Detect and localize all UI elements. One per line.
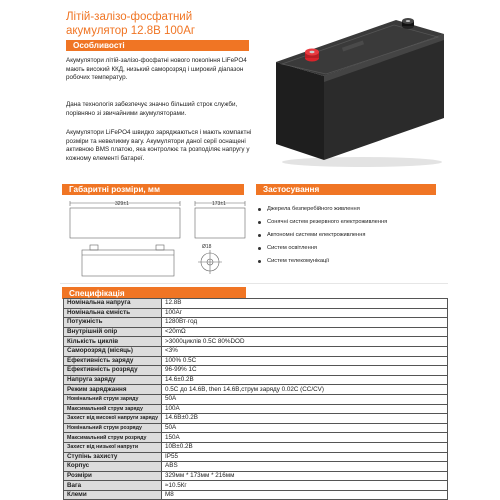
spec-label: Ступінь захисту (64, 452, 162, 462)
spec-value: 329мм * 173мм * 216мм (162, 471, 448, 481)
dimension-drawing (60, 198, 252, 284)
features-header: Особливості (66, 40, 249, 51)
application-item (258, 216, 438, 229)
table-row (64, 442, 448, 452)
spec-label: Захист від високої напруги заряду (64, 414, 162, 424)
spec-value: 150А (162, 433, 448, 443)
spec-value: ≈10.5Кг (162, 481, 448, 491)
table-row (64, 318, 448, 328)
application-item (258, 255, 438, 268)
battery-product-image (272, 14, 448, 168)
spec-value: 96-99% 1С (162, 366, 448, 376)
spec-value: <3% (162, 346, 448, 356)
spec-value: <20mΩ (162, 327, 448, 337)
spec-label: Розміри (64, 471, 162, 481)
bullet-icon (258, 234, 261, 237)
spec-value: 50А (162, 394, 448, 404)
application-item (258, 229, 438, 242)
bullet-icon (258, 221, 261, 224)
spec-value: 10В±0.2В (162, 442, 448, 452)
table-row (64, 394, 448, 404)
product-title (66, 10, 266, 38)
spec-label: Вага (64, 481, 162, 491)
application-item (258, 242, 438, 255)
spec-value: ABS (162, 462, 448, 472)
table-row (64, 375, 448, 385)
spec-label: Внутрішній опір (64, 327, 162, 337)
spec-value: 14.6В±0.2В (162, 414, 448, 424)
spec-value: 14.6±0.2В (162, 375, 448, 385)
applications-list (258, 203, 438, 268)
spec-value: IP55 (162, 452, 448, 462)
application-item-label: Джерела безперебійного живлення (267, 206, 360, 212)
features-paragraph-1: Акумулятори літій-залізо-фосфатні нового покоління LiFePO4 мають високий ККД, низький саморозряд і широкий діапазон робочих температур. (66, 57, 247, 82)
table-row (64, 423, 448, 433)
table-row (64, 462, 448, 472)
table-row (64, 327, 448, 337)
application-item-label: Автономні системи електроживлення (267, 232, 366, 238)
table-row (64, 346, 448, 356)
spec-value: >3000циклів 0.5С 80%DOD (162, 337, 448, 347)
spec-label: Режим заряджання (64, 385, 162, 395)
specification-table (63, 298, 448, 500)
battery-terminal-negative (402, 18, 414, 29)
table-row (64, 337, 448, 347)
spec-value: 100Аг (162, 308, 448, 318)
spec-label: Ефективність заряду (64, 356, 162, 366)
spec-label: Номінальна напруга (64, 299, 162, 309)
application-item-label: Сонячні систем резервного електроживлення (267, 219, 388, 225)
dimension-width-label: 173±1 (212, 201, 226, 207)
spec-value: 50А (162, 423, 448, 433)
table-row (64, 299, 448, 309)
spec-value: 100А (162, 404, 448, 414)
product-title-line1: Літій-залізо-фосфатний (66, 11, 193, 23)
features-paragraph-3: Акумулятори LiFePO4 швидко заряджаються і мають компактні розміри та невеликму вагу. Акумулятори даної серії оснащені активною BMS платою, яка контролює та розподіляє напругу у кожному елементі батареї. (66, 129, 252, 163)
spec-label: Клеми (64, 490, 162, 500)
spec-label: Кількість циклів (64, 337, 162, 347)
battery-terminal-positive (305, 49, 319, 62)
spec-label: Захист від низької напруги (64, 442, 162, 452)
spec-label: Номінальний струм заряду (64, 394, 162, 404)
spec-value: М8 (162, 490, 448, 500)
table-row (64, 366, 448, 376)
bullet-icon (258, 247, 261, 250)
table-row (64, 404, 448, 414)
spec-label: Потужність (64, 318, 162, 328)
spec-label: Номінальний струм розряду (64, 423, 162, 433)
table-row (64, 356, 448, 366)
table-row (64, 481, 448, 491)
applications-header: Застосування (256, 184, 436, 195)
section-divider (60, 283, 448, 284)
features-paragraph-2: Дана технологія забезпечує значно більший строк служби, порівняно зі звичайними акумуляторами. (66, 101, 238, 117)
bullet-icon (258, 208, 261, 211)
spec-value: 12.8В (162, 299, 448, 309)
spec-label: Напруга заряду (64, 375, 162, 385)
application-item (258, 203, 438, 216)
specification-header: Специфікація (62, 287, 246, 299)
table-row (64, 385, 448, 395)
application-item-label: Систем телекомунікації (267, 258, 330, 264)
dimension-length-label: 329±1 (115, 201, 129, 207)
spec-label: Максимальний струм заряду (64, 404, 162, 414)
spec-label: Корпус (64, 462, 162, 472)
table-row (64, 490, 448, 500)
spec-label: Саморозряд (місяць) (64, 346, 162, 356)
table-row (64, 452, 448, 462)
spec-value: 1280Вт·год (162, 318, 448, 328)
product-title-line2: акумулятор 12.8В 100Аг (66, 25, 196, 37)
dimensions-header: Габаритні розміри, мм (62, 184, 244, 195)
table-row (64, 414, 448, 424)
spec-label: Максимальний струм розряду (64, 433, 162, 443)
spec-value: 100% 0.5С (162, 356, 448, 366)
spec-value: 0.5С до 14.6В, then 14.6В,струм заряду 0.02С (CC/CV) (162, 385, 448, 395)
table-row (64, 308, 448, 318)
spec-label: Номінальна ємність (64, 308, 162, 318)
table-row (64, 433, 448, 443)
table-row (64, 471, 448, 481)
application-item-label: Систем освітлення (267, 245, 317, 251)
spec-label: Ефективність розряду (64, 366, 162, 376)
dimension-hole-label: Ø18 (202, 244, 212, 250)
bullet-icon (258, 260, 261, 263)
